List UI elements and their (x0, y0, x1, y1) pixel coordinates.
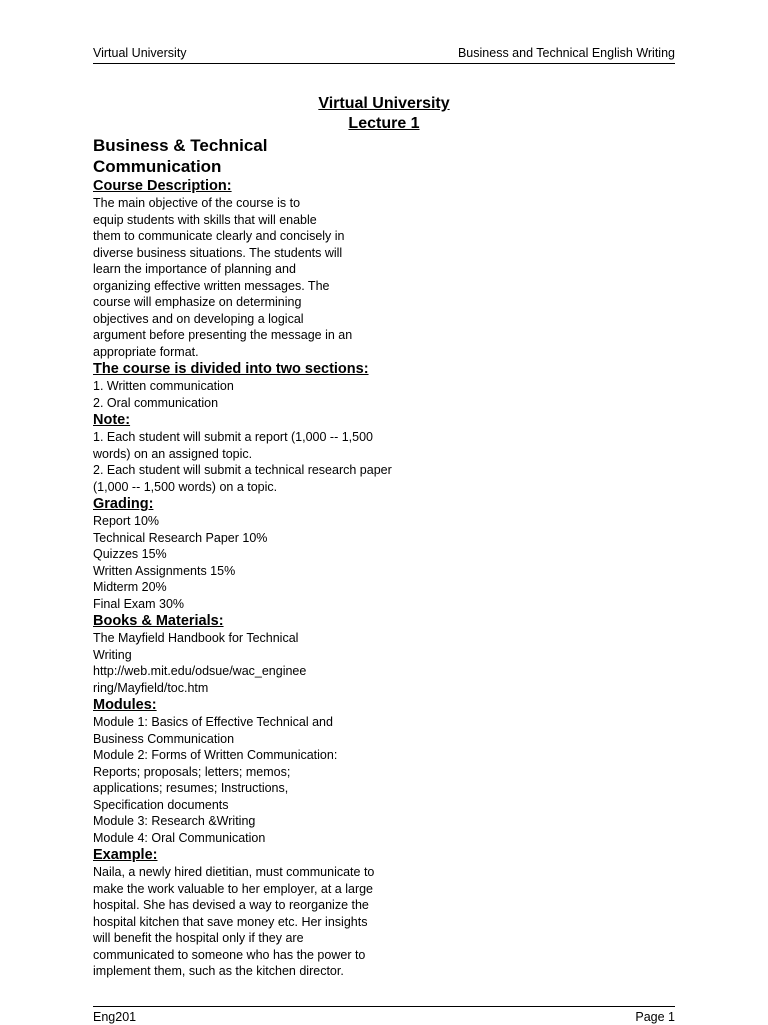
list-item: Business Communication (93, 731, 235, 746)
books-section (93, 612, 675, 696)
list-item: Midterm 20% (93, 580, 167, 594)
example-section (93, 846, 675, 980)
text-line: objectives and on developing a logical (93, 311, 304, 326)
lecture-title: Lecture 1 (348, 115, 420, 132)
page-footer (93, 1006, 675, 1024)
main-heading-line-1: Business & Technical (93, 136, 268, 155)
footer-course-code: Eng201 (93, 1010, 137, 1024)
text-line: course will emphasize on determining (93, 295, 302, 309)
text-line: communicated to someone who has the power to (93, 947, 366, 962)
list-item: Module 2: Forms of Written Communication: (93, 748, 338, 762)
text-line: make the work valuable to her employer, at a large (93, 881, 374, 896)
text-line: (1,000 -- 1,500 words) on a topic. (93, 479, 278, 494)
text-line: hospital kitchen that save money etc. Her insights (93, 914, 368, 929)
list-item: Technical Research Paper 10% (93, 530, 268, 545)
list-item: Specification documents (93, 797, 229, 812)
text-line: argument before presenting the message in an (93, 328, 353, 342)
main-heading (93, 135, 323, 177)
section-heading: Books & Materials: (93, 613, 224, 629)
section-heading: Course Description: (93, 178, 232, 194)
url-line: http://web.mit.edu/odsue/wac_enginee (93, 664, 307, 678)
section-heading: Modules: (93, 697, 157, 713)
list-item: Final Exam 30% (93, 596, 185, 611)
course-sections-section (93, 360, 675, 411)
section-heading: The course is divided into two sections: (93, 361, 369, 377)
text-line: Writing (93, 647, 132, 662)
document-body (93, 94, 675, 980)
text-line: 2. Each student will submit a technical research paper (93, 463, 392, 477)
text-line: Naila, a newly hired dietitian, must communicate to (93, 865, 375, 879)
list-item: Written Assignments 15% (93, 563, 236, 578)
list-item: Quizzes 15% (93, 547, 167, 561)
list-item: 1. Written communication (93, 379, 234, 393)
modules-section (93, 696, 675, 846)
text-line: words) on an assigned topic. (93, 446, 253, 461)
section-heading: Note: (93, 412, 131, 428)
text-line: hospital. She has devised a way to reorganize the (93, 898, 369, 912)
url-line: ring/Mayfield/toc.htm (93, 680, 209, 695)
text-line: implement them, such as the kitchen director. (93, 964, 344, 978)
document-title: Virtual University (318, 95, 450, 112)
text-line: learn the importance of planning and (93, 262, 296, 276)
header-right-text: Business and Technical English Writing (457, 46, 675, 60)
course-description-section (93, 177, 675, 360)
list-item: 2. Oral communication (93, 395, 219, 410)
section-heading: Grading: (93, 496, 154, 512)
text-line: organizing effective written messages. The (93, 278, 330, 293)
header-left-text: Virtual University (93, 46, 187, 60)
page-header (93, 46, 675, 64)
note-section (93, 411, 675, 495)
list-item: Module 1: Basics of Effective Technical and (93, 715, 333, 729)
list-item: Reports; proposals; letters; memos; (93, 764, 291, 779)
text-line: diverse business situations. The students will (93, 245, 343, 260)
text-line: The Mayfield Handbook for Technical (93, 631, 299, 645)
text-line: them to communicate clearly and concisely in (93, 229, 345, 243)
text-line: will benefit the hospital only if they are (93, 931, 304, 945)
list-item: Module 3: Research &Writing (93, 814, 256, 828)
list-item: Module 4: Oral Communication (93, 830, 266, 845)
main-heading-line-2: Communication (93, 157, 222, 176)
section-heading: Example: (93, 847, 158, 863)
text-line: The main objective of the course is to (93, 196, 301, 210)
footer-page-number: Page 1 (635, 1010, 675, 1024)
text-line: 1. Each student will submit a report (1,000 -- 1,500 (93, 430, 374, 444)
text-line: equip students with skills that will enable (93, 212, 317, 227)
text-line: appropriate format. (93, 344, 199, 359)
list-item: applications; resumes; Instructions, (93, 781, 289, 795)
grading-section (93, 495, 675, 612)
list-item: Report 10% (93, 514, 160, 528)
